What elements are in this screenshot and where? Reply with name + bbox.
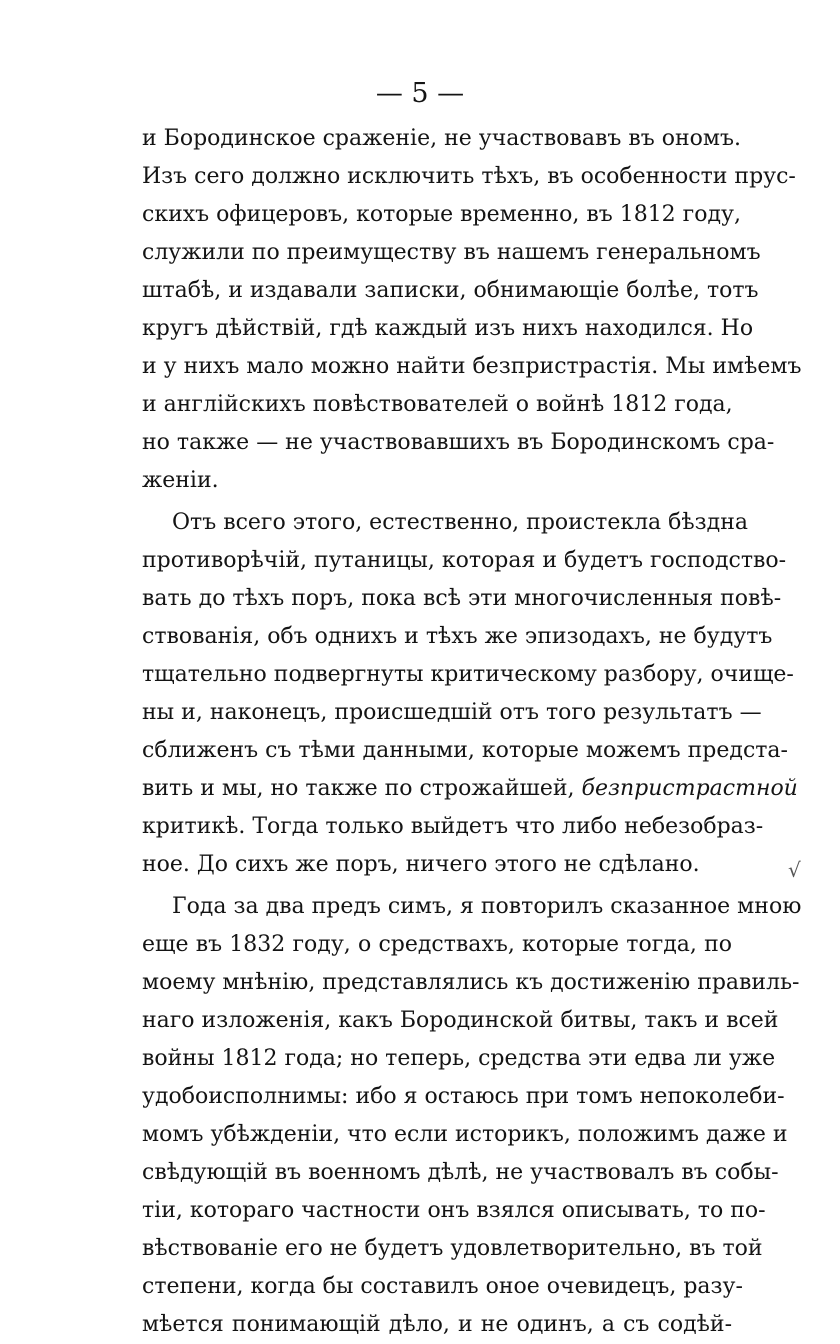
text-line: вѣствованіе его не будетъ удовлетворительно, въ той [142, 1236, 763, 1261]
text-line: ны и, наконецъ, происшедшій отъ того результатъ — [142, 700, 762, 725]
text-line: Изъ сего должно исключить тѣхъ, въ особенности прус- [142, 164, 796, 189]
text-line: Года за два предъ симъ, я повторилъ сказанное мною [172, 894, 802, 919]
page-number: — 5 — [375, 78, 465, 109]
text-line: штабѣ, и издавали записки, обнимающіе болѣе, тотъ [142, 278, 759, 303]
text-line: противорѣчій, путаницы, которая и будетъ господство- [142, 548, 787, 573]
text-line: и у нихъ мало можно найти безпристрастія. Мы имѣемъ [142, 354, 802, 379]
text-line: степени, когда бы составилъ оное очевидецъ, разу- [142, 1274, 743, 1299]
text-line: скихъ офицеровъ, которые временно, въ 1812 году, [142, 202, 741, 227]
text-line: сближенъ съ тѣми данными, которые можемъ предста- [142, 738, 788, 763]
text-line-with-italic [142, 770, 798, 808]
text-line: и англійскихъ повѣствователей о войнѣ 1812 года, [142, 392, 733, 417]
text-line: еще въ 1832 году, о средствахъ, которые тогда, по [142, 932, 732, 957]
paragraph-1 [142, 120, 802, 500]
text-line: но также — не участвовавшихъ въ Бородинскомъ сра- [142, 430, 775, 455]
body-text [142, 120, 802, 1344]
italic-word: безпристрастной [581, 776, 798, 801]
text-line: тіи, котораго частности онъ взялся описывать, то по- [142, 1198, 766, 1223]
text-line: и Бородинское сраженіе, не участвовавъ въ ономъ. [142, 126, 741, 151]
text-line: войны 1812 года; но теперь, средства эти едва ли уже [142, 1046, 776, 1071]
text-line: вать до тѣхъ поръ, пока всѣ эти многочисленныя повѣ- [142, 586, 782, 611]
text-line: критикѣ. Тогда только выйдетъ что либо небезобраз- [142, 814, 764, 839]
text-line: женіи. [142, 468, 219, 493]
text-line: служили по преимуществу въ нашемъ генеральномъ [142, 240, 761, 265]
paragraph-2 [142, 504, 798, 884]
paragraph-3 [142, 888, 802, 1344]
text-line: мѣется понимающій дѣло, и не одинъ, а съ содѣй- [142, 1312, 732, 1337]
text-line: наго изложенія, какъ Бородинской битвы, такъ и всей [142, 1008, 779, 1033]
text-line: ствованія, объ однихъ и тѣхъ же эпизодахъ, не будутъ [142, 624, 773, 649]
text-line: ное. До сихъ же поръ, ничего этого не сдѣлано. [142, 852, 700, 877]
text-line: Отъ всего этого, естественно, проистекла бѣздна [172, 510, 749, 535]
text-line: удобоисполнимы: ибо я остаюсь при томъ непоколеби- [142, 1084, 785, 1109]
line-text: вить и мы, но также по строжайшей, [142, 776, 575, 801]
text-line: моему мнѣнію, представлялись къ достиженію правиль- [142, 970, 800, 995]
text-line: момъ убѣжденіи, что если историкъ, положимъ даже и [142, 1122, 788, 1147]
margin-checkmark: √ [788, 858, 801, 882]
text-line: кругъ дѣйствій, гдѣ каждый изъ нихъ находился. Но [142, 316, 754, 341]
text-line: тщательно подвергнуты критическому разбору, очище- [142, 662, 794, 687]
text-line: свѣдующій въ военномъ дѣлѣ, не участвовалъ въ собы- [142, 1160, 779, 1185]
